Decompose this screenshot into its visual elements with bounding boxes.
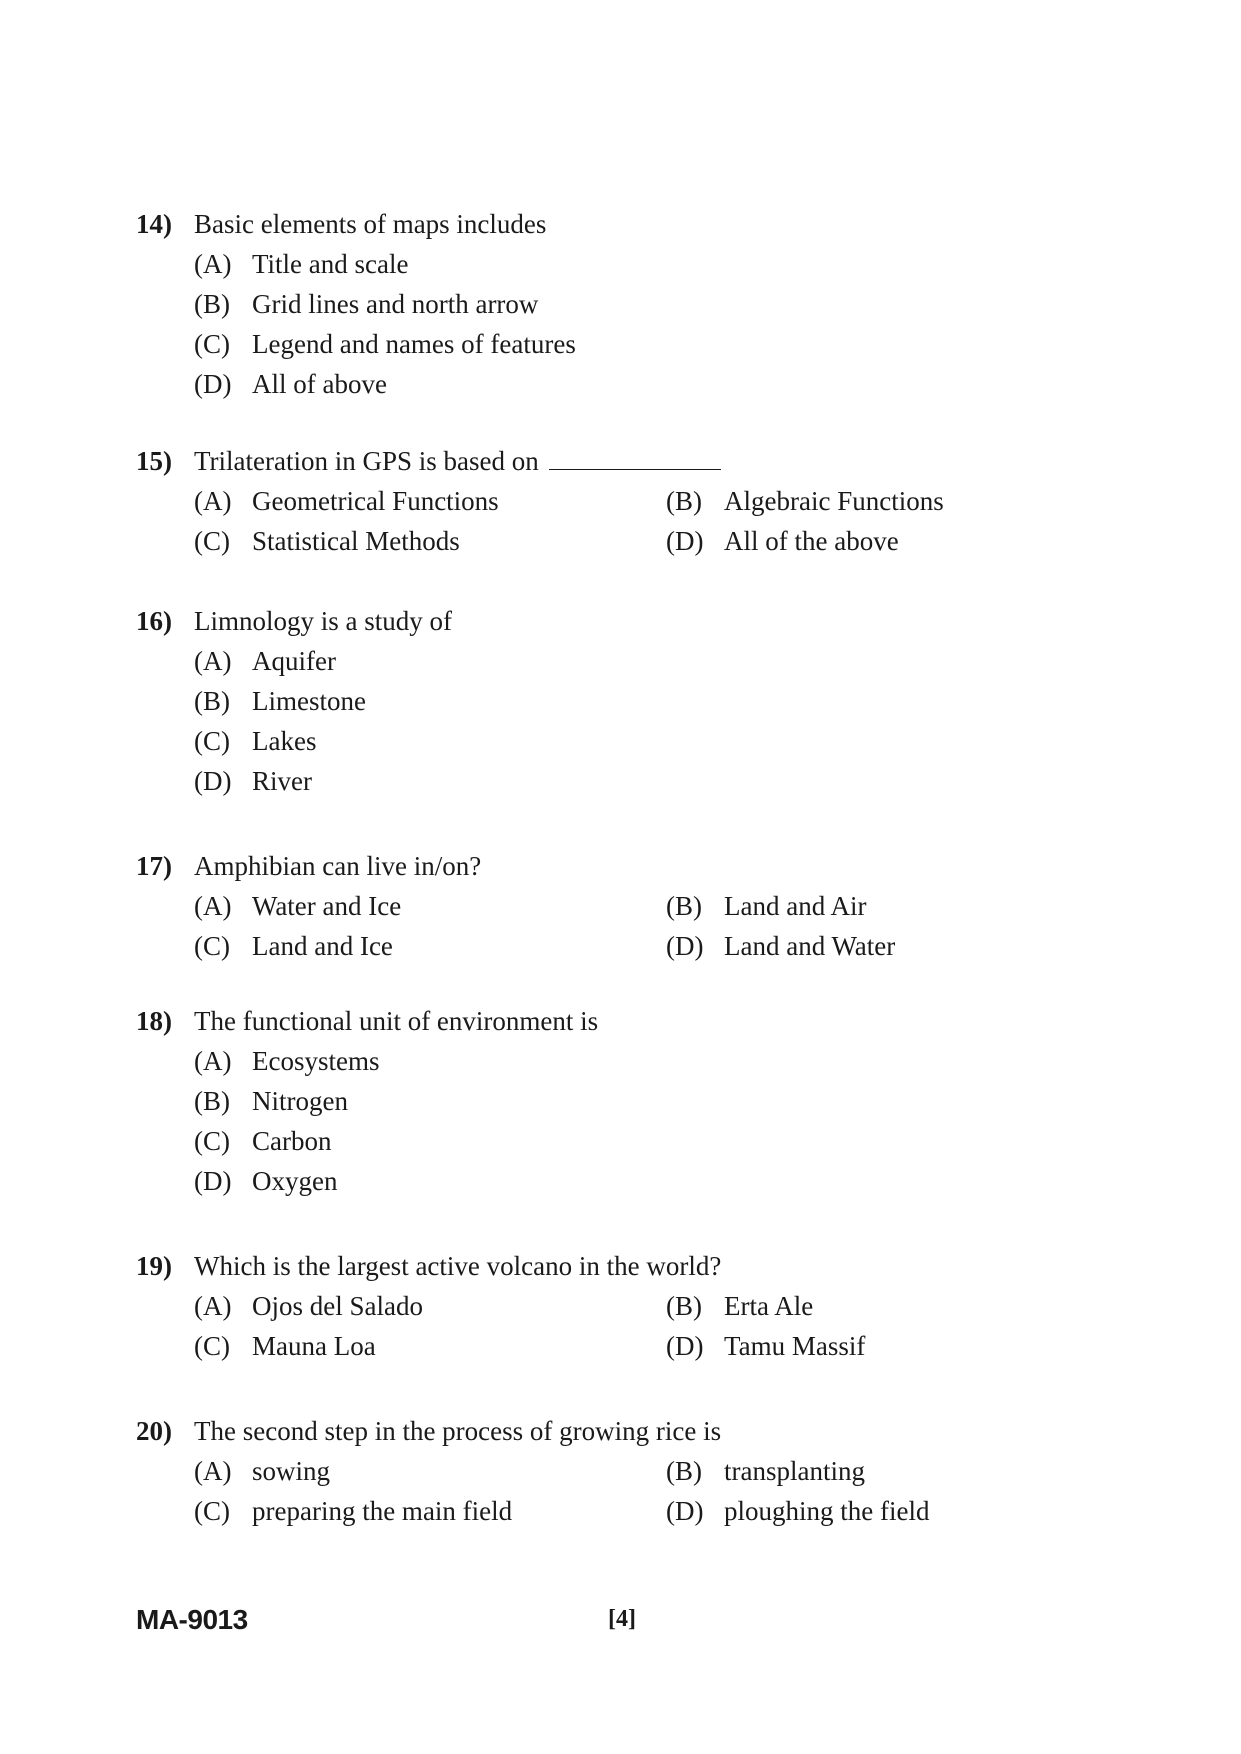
option-c: (C) preparing the main field bbox=[194, 1496, 513, 1526]
option-b: (B) Limestone bbox=[194, 686, 366, 716]
option-b: (B) Land and Air bbox=[666, 891, 867, 921]
question-14 bbox=[136, 204, 1136, 404]
options-grid bbox=[194, 1286, 1136, 1366]
options-grid bbox=[194, 1451, 1136, 1531]
question-text: The functional unit of environment is bbox=[194, 1006, 599, 1036]
question-stem bbox=[136, 1001, 1136, 1041]
options-list bbox=[194, 641, 1136, 801]
question-number: 14) bbox=[136, 209, 172, 239]
question-stem bbox=[136, 1246, 1136, 1286]
question-text: Limnology is a study of bbox=[194, 606, 452, 636]
question-number: 16) bbox=[136, 606, 172, 636]
option-c: (C) Land and Ice bbox=[194, 931, 393, 961]
question-15 bbox=[136, 441, 1136, 561]
option-a: (A) sowing bbox=[194, 1456, 331, 1486]
question-stem bbox=[136, 601, 1136, 641]
option-d: (D) Tamu Massif bbox=[666, 1331, 866, 1361]
question-17 bbox=[136, 846, 1136, 966]
paper-code: MA-9013 bbox=[136, 1604, 248, 1635]
option-c: (C) Lakes bbox=[194, 726, 317, 756]
option-b: (B) Erta Ale bbox=[666, 1291, 814, 1321]
question-text: Amphibian can live in/on? bbox=[194, 851, 482, 881]
question-18 bbox=[136, 1001, 1136, 1201]
question-text: Which is the largest active volcano in the world? bbox=[194, 1251, 722, 1281]
question-16 bbox=[136, 601, 1136, 801]
option-c: (C) Mauna Loa bbox=[194, 1331, 376, 1361]
options-grid bbox=[194, 481, 1136, 561]
options-list bbox=[194, 244, 1136, 404]
option-b: (B) Algebraic Functions bbox=[666, 486, 944, 516]
option-c: (C) Carbon bbox=[194, 1126, 332, 1156]
option-b: (B) Grid lines and north arrow bbox=[194, 289, 539, 319]
question-number: 17) bbox=[136, 851, 172, 881]
question-number: 15) bbox=[136, 446, 172, 476]
option-d: (D) Oxygen bbox=[194, 1166, 338, 1196]
question-20 bbox=[136, 1411, 1136, 1531]
question-stem bbox=[136, 204, 1136, 244]
question-text: Trilateration in GPS is based on bbox=[194, 446, 539, 476]
option-b: (B) transplanting bbox=[666, 1456, 865, 1486]
option-b: (B) Nitrogen bbox=[194, 1086, 348, 1116]
question-number: 20) bbox=[136, 1416, 172, 1446]
question-stem bbox=[136, 1411, 1136, 1451]
options-list bbox=[194, 1041, 1136, 1201]
options-grid bbox=[194, 886, 1136, 966]
option-a: (A) Aquifer bbox=[194, 646, 336, 676]
question-number: 19) bbox=[136, 1251, 172, 1281]
option-d: (D) ploughing the field bbox=[666, 1496, 930, 1526]
option-a: (A) Ecosystems bbox=[194, 1046, 380, 1076]
option-d: (D) River bbox=[194, 766, 312, 796]
option-d: (D) All of the above bbox=[666, 526, 899, 556]
option-d: (D) Land and Water bbox=[666, 931, 896, 961]
question-stem bbox=[136, 441, 1136, 481]
option-a: (A) Geometrical Functions bbox=[194, 486, 499, 516]
option-c: (C) Statistical Methods bbox=[194, 526, 460, 556]
question-19 bbox=[136, 1246, 1136, 1366]
answer-blank bbox=[549, 447, 721, 470]
option-a: (A) Water and Ice bbox=[194, 891, 402, 921]
question-number: 18) bbox=[136, 1006, 172, 1036]
page-number: [4] bbox=[608, 1606, 636, 1632]
question-stem bbox=[136, 846, 1136, 886]
question-text: The second step in the process of growing rice is bbox=[194, 1416, 722, 1446]
question-text: Basic elements of maps includes bbox=[194, 209, 547, 239]
option-c: (C) Legend and names of features bbox=[194, 329, 576, 359]
option-a: (A) Title and scale bbox=[194, 249, 409, 279]
option-a: (A) Ojos del Salado bbox=[194, 1291, 423, 1321]
option-d: (D) All of above bbox=[194, 369, 387, 399]
